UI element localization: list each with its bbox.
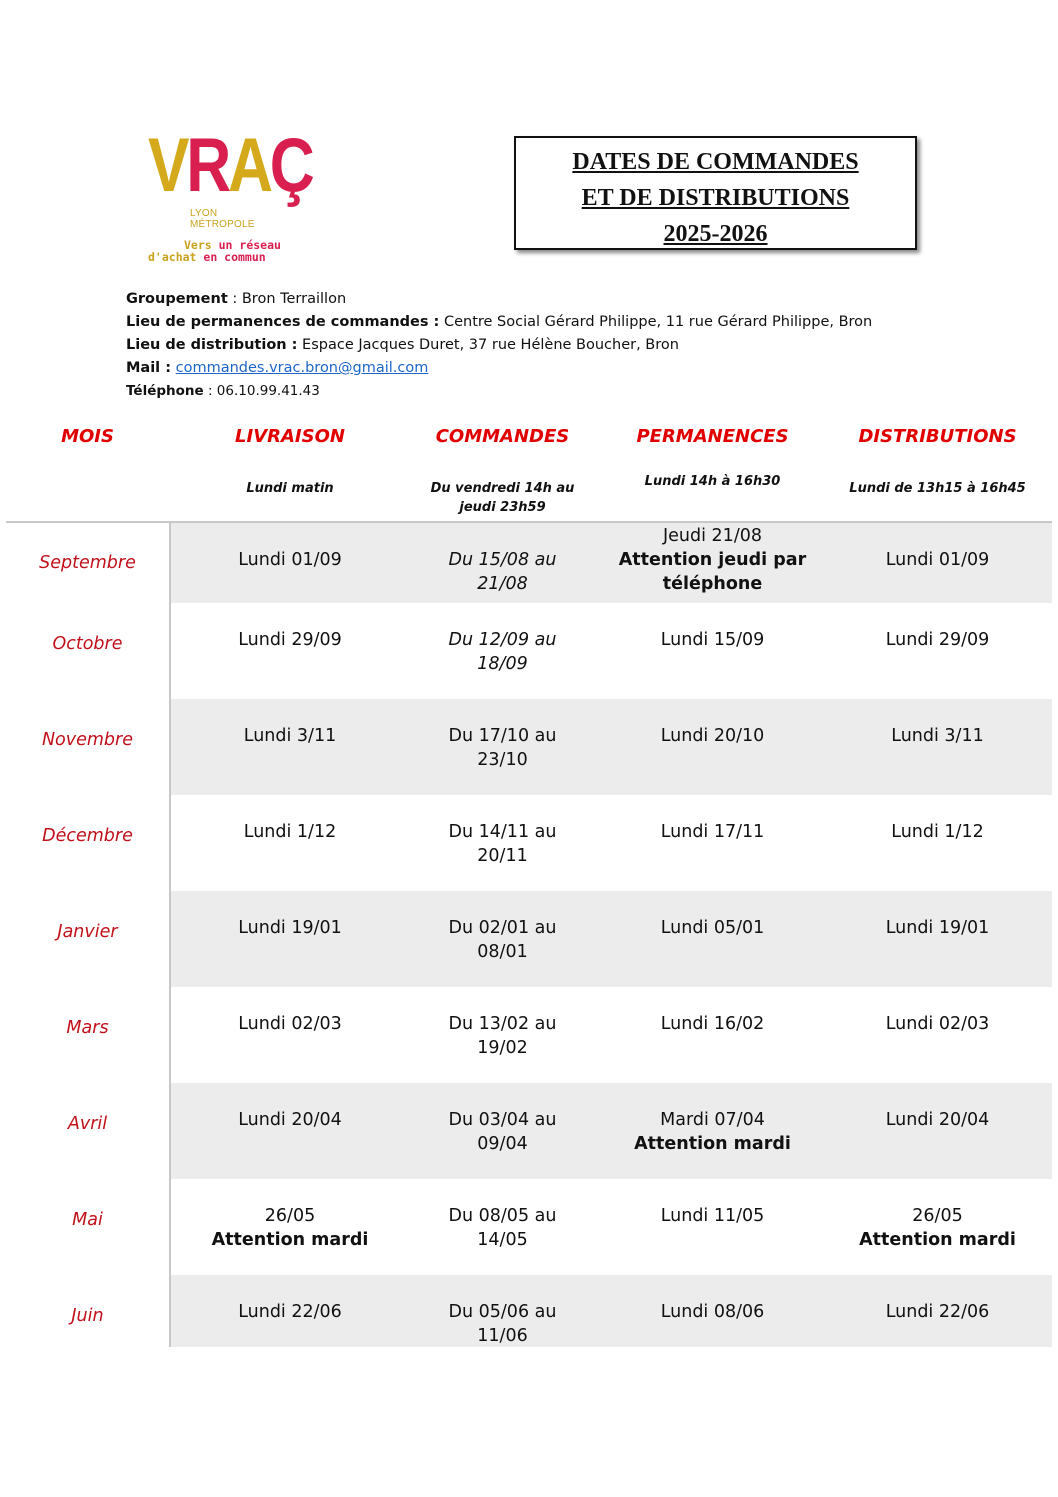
month-cell: Mars	[66, 1018, 109, 1038]
distribution-cell	[830, 820, 1045, 844]
groupement-row	[126, 288, 872, 311]
separator: :	[227, 291, 242, 307]
permanence-date: Lundi 11/05	[660, 1206, 765, 1226]
month-cell: Juin	[71, 1306, 104, 1326]
livraison-cell	[190, 1108, 390, 1132]
mail-row	[126, 357, 872, 380]
distribution-date: Lundi 22/06	[885, 1302, 990, 1322]
distribution-cell	[830, 548, 1045, 572]
phone-value: : 06.10.99.41.43	[203, 383, 320, 399]
livraison-date: 26/05	[264, 1206, 316, 1226]
distribution-value: Espace Jacques Duret, 37 rue Hélène Boucher, Bron	[297, 337, 679, 353]
distribution-note: Attention mardi	[859, 1230, 1016, 1250]
commandes-end: 20/11	[477, 846, 528, 866]
distribution-date: Lundi 1/12	[891, 822, 984, 842]
logo-metropole: MÉTROPOLE	[190, 219, 255, 230]
commandes-start: Du 15/08 au	[448, 550, 557, 570]
distribution-cell	[830, 1204, 1045, 1252]
commandes-start: Du 14/11 au	[448, 822, 557, 842]
table-row	[0, 1275, 1052, 1347]
header-distributions: DISTRIBUTIONS	[858, 426, 1017, 447]
distribution-row	[126, 334, 872, 357]
commandes-cell	[400, 1204, 605, 1252]
tagline-part: d'achat	[148, 250, 204, 264]
permanence-cell	[605, 724, 820, 748]
livraison-cell	[190, 1204, 390, 1252]
livraison-date: Lundi 01/09	[238, 550, 342, 570]
month-cell: Mai	[72, 1210, 103, 1230]
permanence-cell	[605, 1012, 820, 1036]
livraison-note: Attention mardi	[211, 1230, 369, 1250]
subheader-livraison: Lundi matin	[246, 481, 334, 496]
tagline-part: un réseau	[218, 238, 281, 252]
distribution-cell	[830, 1300, 1045, 1324]
permanences-value: Centre Social Gérard Philippe, 11 rue Gérard Philippe, Bron	[439, 314, 873, 330]
mail-label: Mail :	[126, 360, 172, 376]
livraison-date: Lundi 29/09	[238, 630, 342, 650]
logo-letter-r: R	[186, 123, 229, 208]
distribution-cell	[830, 916, 1045, 940]
livraison-cell	[190, 548, 390, 572]
permanence-cell	[605, 820, 820, 844]
commandes-cell	[400, 1108, 605, 1156]
commandes-end: 18/09	[477, 654, 528, 674]
distribution-label: Lieu de distribution :	[126, 337, 298, 353]
logo-letter-c: Ç	[269, 123, 312, 208]
permanence-date: Lundi 16/02	[660, 1014, 765, 1034]
permanence-date: Lundi 15/09	[660, 630, 765, 650]
commandes-start: Du 05/06 au	[448, 1302, 557, 1322]
commandes-cell	[400, 628, 605, 676]
month-cell: Avril	[67, 1114, 108, 1134]
permanence-note: Attention jeudi par téléphone	[618, 550, 807, 594]
permanence-date: Jeudi 21/08	[663, 526, 762, 546]
permanence-cell	[605, 628, 820, 652]
month-cell: Septembre	[39, 553, 136, 573]
livraison-date: Lundi 22/06	[238, 1302, 342, 1322]
distribution-cell	[830, 1012, 1045, 1036]
header-permanences: PERMANENCES	[636, 426, 789, 447]
permanence-cell	[605, 524, 820, 596]
title-line-3: 2025-2026	[663, 221, 768, 247]
table-row	[0, 1083, 1052, 1179]
commandes-start: Du 13/02 au	[448, 1014, 557, 1034]
month-cell: Janvier	[57, 922, 118, 942]
commandes-start: Du 03/04 au	[448, 1110, 557, 1130]
groupement-label: Groupement	[126, 291, 228, 307]
groupement-value: Bron Terraillon	[241, 291, 347, 307]
commandes-end: 21/08	[477, 574, 528, 594]
commandes-start: Du 17/10 au	[448, 726, 557, 746]
livraison-date: Lundi 19/01	[238, 918, 342, 938]
livraison-date: Lundi 02/03	[238, 1014, 342, 1034]
logo-letter-v: V	[148, 123, 187, 208]
distribution-date: Lundi 29/09	[885, 630, 990, 650]
distribution-cell	[830, 628, 1045, 652]
logo-wordmark	[148, 123, 312, 208]
livraison-date: Lundi 20/04	[238, 1110, 342, 1130]
header-mois: MOIS	[61, 426, 114, 447]
distribution-date: Lundi 01/09	[885, 550, 990, 570]
header-commandes: COMMANDES	[435, 426, 570, 447]
commandes-end: 14/05	[477, 1230, 528, 1250]
commandes-start: Du 12/09 au	[448, 630, 557, 650]
livraison-date: Lundi 1/12	[243, 822, 337, 842]
tagline-part: en commun	[203, 250, 266, 264]
distribution-cell	[830, 1108, 1045, 1132]
tagline-part: Vers	[184, 238, 219, 252]
commandes-cell	[400, 548, 605, 596]
header-livraison: LIVRAISON	[235, 426, 345, 447]
commandes-start: Du 02/01 au	[448, 918, 557, 938]
month-cell: Novembre	[41, 730, 134, 750]
vrac-logo	[148, 123, 312, 268]
phone-label: Téléphone	[126, 383, 204, 399]
livraison-date: Lundi 3/11	[243, 726, 337, 746]
subheader-permanences: Lundi 14h à 16h30	[644, 474, 781, 489]
header-divider	[6, 521, 1052, 523]
month-cell: Octobre	[52, 634, 123, 654]
permanence-date: Lundi 05/01	[660, 918, 765, 938]
contact-info	[126, 288, 872, 403]
title-line-2: ET DE DISTRIBUTIONS	[581, 185, 850, 211]
table-row	[0, 1179, 1052, 1275]
commandes-cell	[400, 916, 605, 964]
commandes-cell	[400, 820, 605, 868]
permanence-date: Lundi 20/10	[660, 726, 765, 746]
permanences-row	[126, 311, 872, 334]
permanence-date: Lundi 17/11	[660, 822, 765, 842]
livraison-cell	[190, 1012, 390, 1036]
distribution-cell	[830, 724, 1045, 748]
permanence-date: Mardi 07/04	[660, 1110, 765, 1130]
commandes-end: 09/04	[477, 1134, 528, 1154]
livraison-cell	[190, 820, 390, 844]
commandes-cell	[400, 1300, 605, 1348]
table-row	[0, 522, 1052, 603]
title-box	[514, 136, 917, 250]
livraison-cell	[190, 628, 390, 652]
subheader-distributions: Lundi de 13h15 à 16h45	[849, 481, 1026, 496]
logo-letter-a: A	[228, 123, 270, 208]
table-row	[0, 603, 1052, 699]
permanence-date: Lundi 08/06	[660, 1302, 765, 1322]
commandes-end: 23/10	[477, 750, 528, 770]
commandes-end: 11/06	[477, 1326, 528, 1346]
livraison-cell	[190, 1300, 390, 1324]
distribution-date: Lundi 02/03	[885, 1014, 990, 1034]
permanence-cell	[605, 1108, 820, 1156]
commandes-cell	[400, 724, 605, 772]
logo-lyon: LYON	[190, 208, 218, 219]
livraison-cell	[190, 724, 390, 748]
phone-row	[126, 380, 872, 403]
commandes-start: Du 08/05 au	[448, 1206, 557, 1226]
permanence-note: Attention mardi	[634, 1134, 791, 1154]
permanence-cell	[605, 1300, 820, 1324]
distribution-date: Lundi 19/01	[885, 918, 990, 938]
permanence-cell	[605, 1204, 820, 1228]
logo-tagline-2	[148, 251, 266, 264]
table-row	[0, 699, 1052, 795]
commandes-end: 19/02	[477, 1038, 528, 1058]
distribution-date: Lundi 3/11	[891, 726, 984, 746]
month-cell: Décembre	[42, 826, 133, 846]
distribution-date: Lundi 20/04	[885, 1110, 990, 1130]
commandes-end: 08/01	[477, 942, 528, 962]
permanence-cell	[605, 916, 820, 940]
livraison-cell	[190, 916, 390, 940]
permanences-label: Lieu de permanences de commandes :	[126, 314, 440, 330]
table-row	[0, 987, 1052, 1083]
subheader-commandes: Du vendredi 14h au jeudi 23h59	[430, 481, 575, 515]
commandes-cell	[400, 1012, 605, 1060]
column-divider	[169, 522, 171, 1347]
title-line-1: DATES DE COMMANDES	[572, 149, 859, 175]
distribution-date: 26/05	[912, 1206, 963, 1226]
table-row	[0, 891, 1052, 987]
table-row	[0, 795, 1052, 891]
mail-link[interactable]: commandes.vrac.bron@gmail.com	[175, 360, 429, 376]
